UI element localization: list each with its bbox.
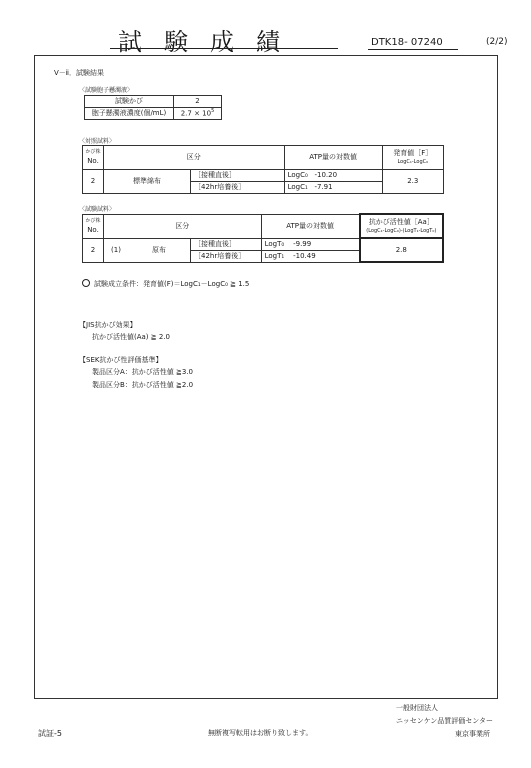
control-log-initial: LogC₀ -10.20 bbox=[284, 170, 382, 182]
spore-label-concentration: 胞子懸濁液濃度(個/mL) bbox=[85, 108, 174, 120]
sek-title: 【SEK抗かび性評価基準】 bbox=[79, 356, 163, 364]
spore-label-fungus: 試験かび bbox=[85, 96, 174, 108]
test-col-class: 区分 bbox=[104, 214, 262, 238]
test-row-sample: (1) bbox=[104, 238, 129, 262]
sek-criterion-b: 製品区分B：抗かび活性値 ≧2.0 bbox=[92, 381, 194, 389]
control-col-result: 発育値［F］ LogC₁-LogC₀ bbox=[382, 146, 443, 170]
test-caption: 〈試験試料〉 bbox=[79, 206, 116, 213]
spore-value-concentration: $2.7 \times 10^5$ bbox=[174, 108, 222, 120]
footer-form-number: 試証-5 bbox=[38, 729, 62, 738]
control-col-class: 区分 bbox=[104, 146, 285, 170]
jis-criterion: 抗かび活性値(Aa) ≧ 2.0 bbox=[92, 333, 170, 341]
test-col-result: 抗かび活性値［Aa］ (LogC₁-LogC₀)-(LogT₁-LogT₀) bbox=[360, 214, 443, 238]
test-col-no: かび株 No. bbox=[83, 214, 104, 238]
test-row-no: 2 bbox=[83, 238, 104, 262]
document-title: 試験成績 bbox=[118, 28, 302, 56]
spore-caption: 〈試験胞子懸濁液〉 bbox=[79, 87, 134, 94]
footer-notice: 無断複写転用はお断り致します。 bbox=[208, 729, 313, 737]
footer-org-type: 一般財団法人 bbox=[396, 704, 438, 712]
document-id: DTK18- 07240 bbox=[371, 37, 443, 48]
control-result: 2.3 bbox=[382, 170, 443, 194]
spore-value-fungus: 2 bbox=[174, 96, 222, 108]
test-col-atp: ATP量の対数値 bbox=[261, 214, 360, 238]
footer-org-name: ニッセンケン品質評価センター bbox=[396, 717, 493, 725]
control-cond-incubated: ［42hr培養後］ bbox=[191, 182, 285, 194]
test-condition: 試験成立条件：発育値(F)＝LogC₁－LogC₀ ≧ 1.5 bbox=[82, 279, 249, 289]
page-number: (2/2) bbox=[486, 37, 508, 47]
test-log-initial: LogT₀ -9.99 bbox=[261, 238, 360, 250]
sek-criterion-a: 製品区分A：抗かび活性値 ≧3.0 bbox=[92, 368, 194, 376]
control-row-name: 標準綿布 bbox=[104, 170, 191, 194]
control-caption: 〈対照試料〉 bbox=[79, 138, 116, 145]
circle-bullet-icon bbox=[82, 279, 90, 287]
test-log-incubated: LogT₁ -10.49 bbox=[261, 250, 360, 262]
control-cond-initial: ［接種直後］ bbox=[191, 170, 285, 182]
test-result: 2.8 bbox=[360, 238, 443, 262]
document-id-underline bbox=[368, 49, 458, 50]
jis-title: 【JIS抗かび効果】 bbox=[79, 321, 137, 329]
spore-table bbox=[84, 95, 222, 120]
test-cond-incubated: ［42hr培養後］ bbox=[191, 250, 262, 262]
title-underline bbox=[110, 48, 338, 49]
test-row-name: 原布 bbox=[128, 238, 191, 262]
control-table bbox=[82, 145, 444, 194]
control-col-no: かび株 No. bbox=[83, 146, 104, 170]
test-cond-initial: ［接種直後］ bbox=[191, 238, 262, 250]
test-table bbox=[82, 213, 444, 263]
control-log-incubated: LogC₁ -7.91 bbox=[284, 182, 382, 194]
control-row-no: 2 bbox=[83, 170, 104, 194]
section-heading: V－ⅱ．試験結果 bbox=[54, 69, 104, 77]
footer-office: 東京事業所 bbox=[455, 730, 490, 738]
control-col-atp: ATP量の対数値 bbox=[284, 146, 382, 170]
